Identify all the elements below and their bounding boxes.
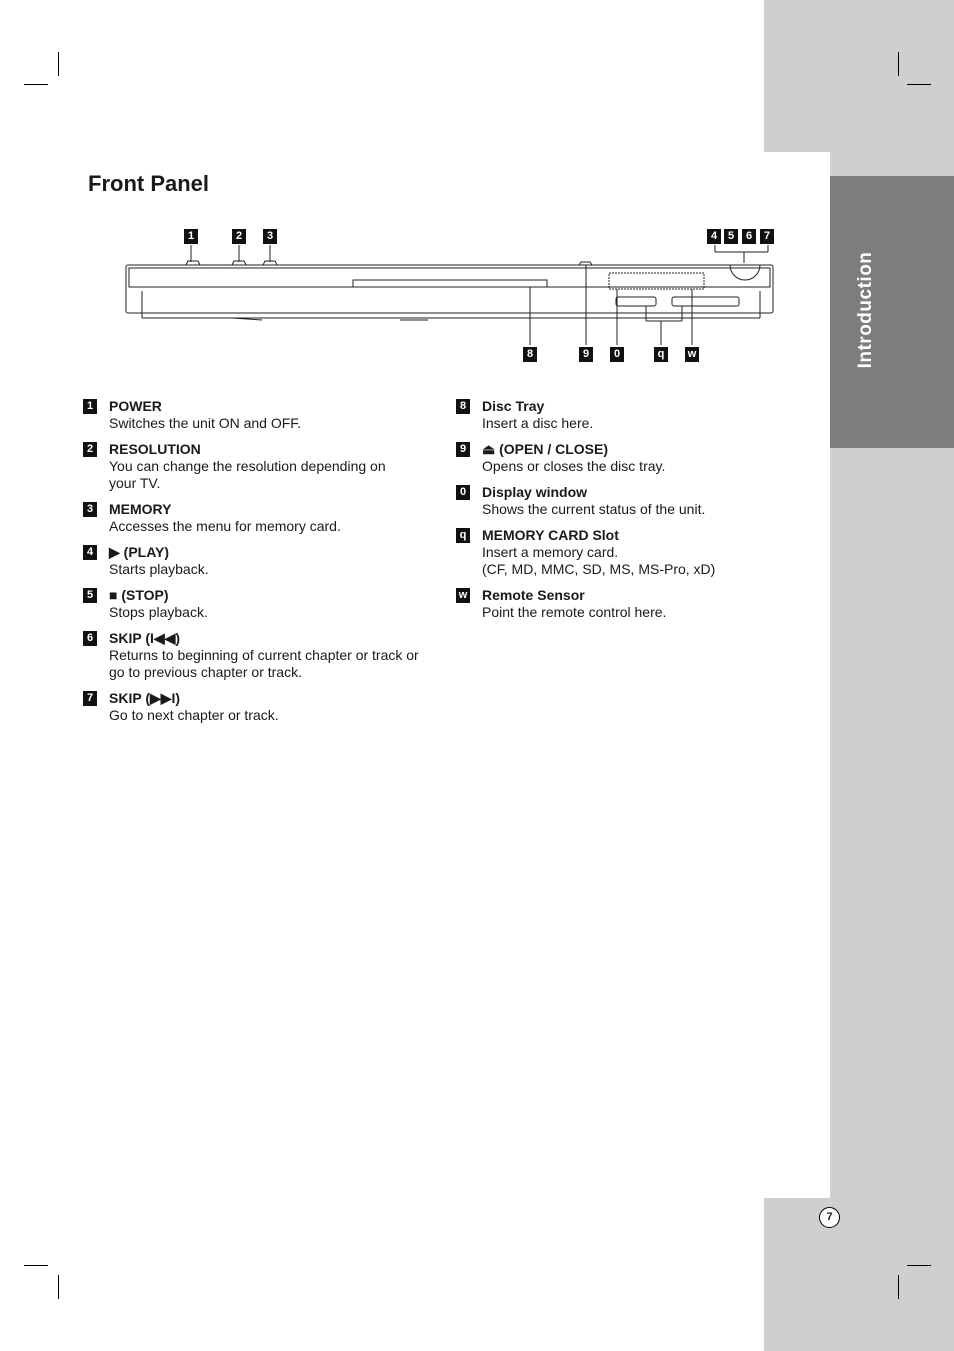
item-number: 3 [83,502,97,517]
callout-12: w [685,347,699,362]
memory-card-slot [616,297,656,306]
player-top-band [129,268,770,287]
playback-buttons [730,265,760,280]
item-desc: Returns to beginning of current chapter or track or go to previous chapter or track. [109,647,419,680]
item-number: 2 [83,442,97,457]
list-item [456,398,796,432]
item-number: 5 [83,588,97,603]
callout-4: 4 [707,229,721,244]
item-number: q [456,528,470,543]
list-item [83,630,423,681]
list-item [456,441,796,475]
item-name: POWER [109,398,162,414]
item-number: 1 [83,399,97,414]
item-desc: Point the remote control here. [482,604,667,620]
list-item [83,501,423,535]
callout-8: 8 [523,347,537,362]
callout-2: 2 [232,229,246,244]
list-item [456,587,796,621]
item-desc: You can change the resolution depending on your TV. [109,458,386,491]
disc-tray [353,280,547,287]
item-name: Remote Sensor [482,587,585,603]
item-number: 8 [456,399,470,414]
list-item [83,587,423,621]
page-number: 7 [819,1207,840,1228]
callout-7: 7 [760,229,774,244]
item-name: RESOLUTION [109,441,201,457]
item-name: ⏏ (OPEN / CLOSE) [482,441,609,457]
list-item [83,690,423,724]
item-name: MEMORY CARD Slot [482,527,619,543]
callout-3: 3 [263,229,277,244]
item-name: SKIP (▶▶I) [109,690,181,706]
callout-1: 1 [184,229,198,244]
list-item [83,398,423,432]
item-desc: Opens or closes the disc tray. [482,458,666,474]
remote-sensor [672,297,739,306]
item-desc: Go to next chapter or track. [109,707,279,723]
side-band-bottom [764,1198,954,1351]
crop-mark [24,1265,48,1266]
item-name: ■ (STOP) [109,587,169,603]
callout-10: 0 [610,347,624,362]
callout-11: q [654,347,668,362]
list-item [83,441,423,492]
item-number: w [456,588,470,603]
item-number: 9 [456,442,470,457]
item-desc: Insert a disc here. [482,415,594,431]
item-desc: Shows the current status of the unit. [482,501,706,517]
description-list-left [83,398,423,733]
item-desc: Accesses the menu for memory card. [109,518,341,534]
item-desc: Stops playback. [109,604,208,620]
crop-mark [58,1275,59,1299]
item-desc: Starts playback. [109,561,209,577]
crop-mark [898,1275,899,1299]
item-number: 4 [83,545,97,560]
item-number: 7 [83,691,97,706]
callout-5: 5 [724,229,738,244]
section-tab-label: Introduction [855,251,876,369]
page-title: Front Panel [88,171,210,196]
item-name: Display window [482,484,588,500]
list-item [456,527,796,578]
item-name: SKIP (I◀◀) [109,630,181,646]
callout-6: 6 [742,229,756,244]
list-item [456,484,796,518]
item-desc: Insert a memory card. (CF, MD, MMC, SD, MS, MS-Pro, xD) [482,544,716,577]
item-number: 0 [456,485,470,500]
item-name: Disc Tray [482,398,545,414]
item-desc: Switches the unit ON and OFF. [109,415,302,431]
crop-mark [907,1265,931,1266]
description-list-right [456,398,796,630]
item-name: ▶ (PLAY) [109,544,170,560]
callout-9: 9 [579,347,593,362]
item-number: 6 [83,631,97,646]
list-item [83,544,423,578]
front-panel-diagram [0,0,954,380]
item-name: MEMORY [109,501,172,517]
